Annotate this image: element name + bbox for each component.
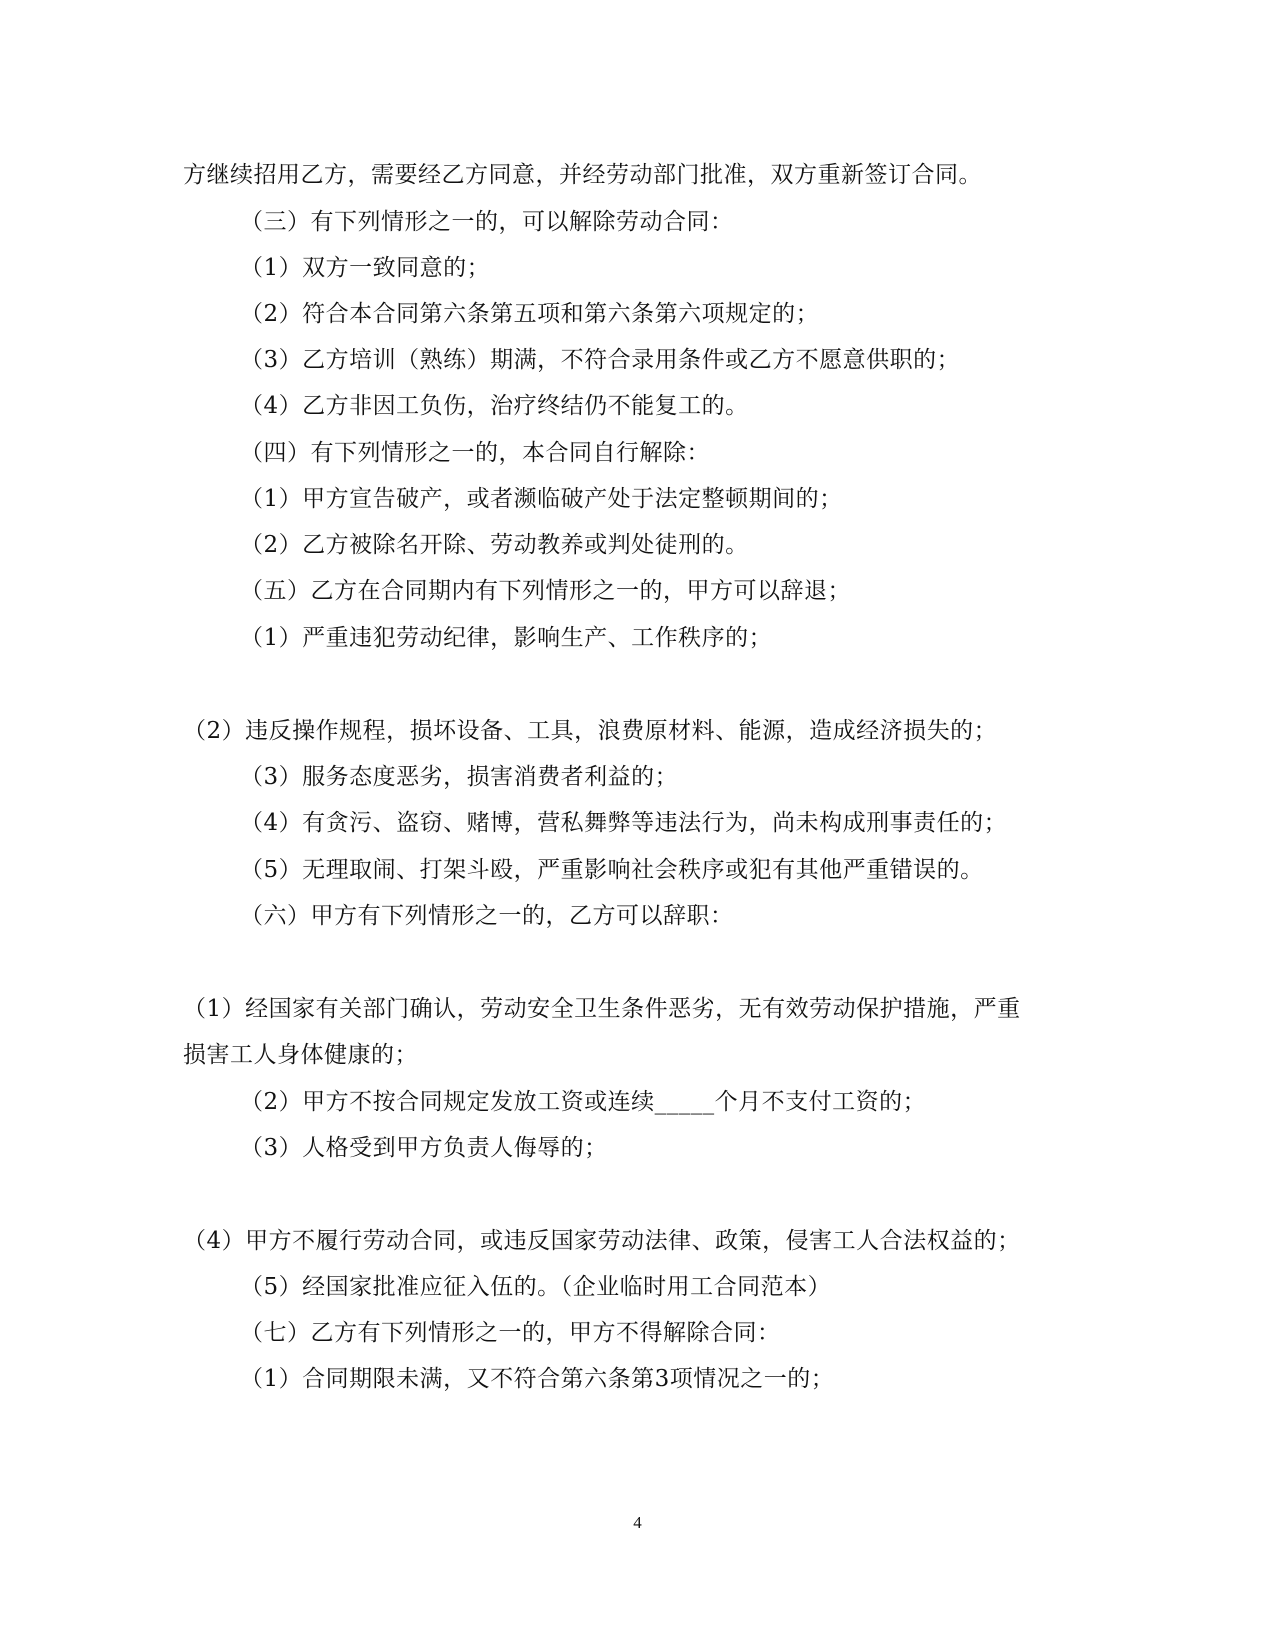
- text-line: （4）乙方非因工负伤，治疗终结仍不能复工的。: [240, 393, 749, 419]
- text-line: （1）严重违犯劳动纪律，影响生产、工作秩序的；: [240, 625, 773, 651]
- text-line: （3）乙方培训（熟练）期满，不符合录用条件或乙方不愿意供职的；: [240, 347, 961, 373]
- text-line: （四）有下列情形之一的，本合同自行解除：: [240, 440, 710, 466]
- text-line: （3）人格受到甲方负责人侮辱的；: [240, 1135, 608, 1161]
- text-line: （七）乙方有下列情形之一的，甲方不得解除合同：: [240, 1320, 781, 1346]
- text-line: （1）双方一致同意的；: [240, 255, 491, 281]
- page-number: 4: [633, 1513, 642, 1532]
- text-line: （五）乙方在合同期内有下列情形之一的，甲方可以辞退；: [240, 578, 851, 604]
- text-line: 损害工人身体健康的；: [183, 1042, 418, 1068]
- text-line: （5）无理取闹、打架斗殴，严重影响社会秩序或犯有其他严重错误的。: [240, 857, 984, 883]
- text-line: （三）有下列情形之一的，可以解除劳动合同：: [240, 209, 734, 235]
- text-line: （六）甲方有下列情形之一的，乙方可以辞职：: [240, 903, 734, 929]
- text-line: （4）有贪污、盗窃、赌博，营私舞弊等违法行为，尚未构成刑事责任的；: [240, 810, 1008, 836]
- text-line: （1）经国家有关部门确认，劳动安全卫生条件恶劣，无有效劳动保护措施，严重: [183, 996, 1021, 1022]
- text-line: （1）甲方宣告破产，或者濒临破产处于法定整顿期间的；: [240, 486, 843, 512]
- text-line: （2）甲方不按合同规定发放工资或连续_____个月不支付工资的；: [240, 1089, 927, 1115]
- text-line: （5）经国家批准应征入伍的。（企业临时用工合同范本）: [240, 1274, 832, 1300]
- text-line: （2）违反操作规程，损坏设备、工具，浪费原材料、能源，造成经济损失的；: [183, 718, 998, 744]
- text-line: （2）符合本合同第六条第五项和第六条第六项规定的；: [240, 301, 820, 327]
- text-line: （4）甲方不履行劳动合同，或违反国家劳动法律、政策，侵害工人合法权益的；: [183, 1228, 1021, 1254]
- text-line: （2）乙方被除名开除、劳动教养或判处徒刑的。: [240, 532, 749, 558]
- text-line: 方继续招用乙方，需要经乙方同意，并经劳动部门批准，双方重新签订合同。: [183, 162, 982, 188]
- text-line: （3）服务态度恶劣，损害消费者利益的；: [240, 764, 679, 790]
- text-line: （1）合同期限未满，又不符合第六条第3项情况之一的；: [240, 1366, 835, 1392]
